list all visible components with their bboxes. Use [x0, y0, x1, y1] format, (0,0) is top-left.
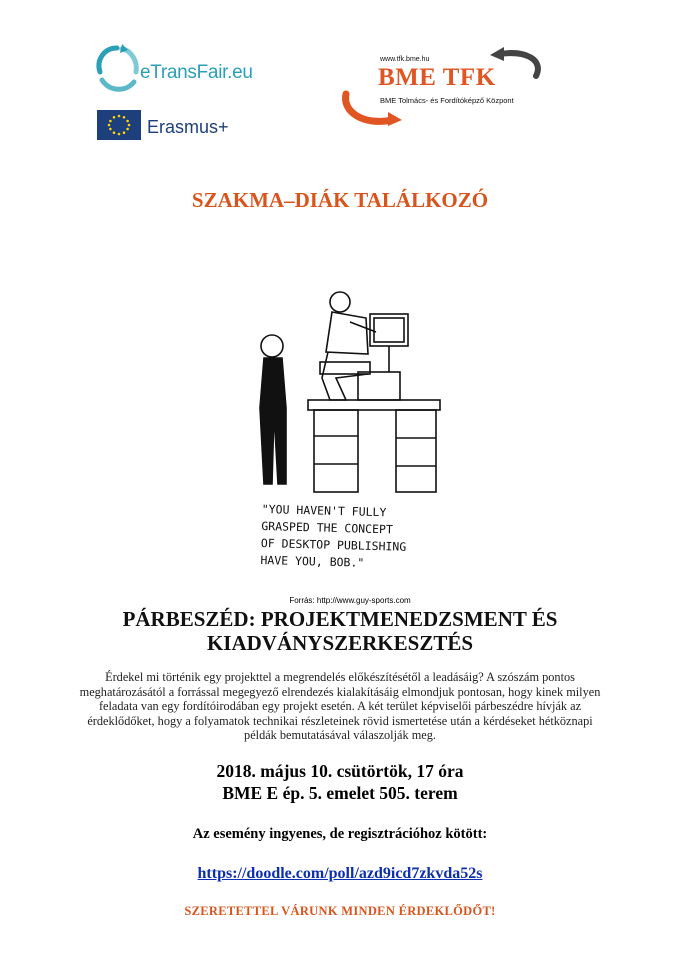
registration-note: Az esemény ingyenes, de regisztrációhoz kötött:: [192, 826, 488, 842]
bme-url: www.tfk.bme.hu: [380, 56, 430, 63]
event-date: 2018. május 10. csütörtök, 17 óra: [216, 761, 464, 781]
eu-flag-icon: [97, 110, 141, 140]
description-paragraph: [70, 670, 610, 743]
caption-line: "YOU HAVEN'T FULLY: [261, 501, 387, 520]
heading-line-1: PÁRBESZÉD: PROJEKTMENEDZSMENT ÉS: [122, 607, 558, 631]
etransfair-logo: [92, 42, 252, 98]
heading-line-2: KIADVÁNYSZERKESZTÉS: [206, 631, 474, 655]
cartoon-drawing: [250, 288, 450, 498]
closing-line: SZERETETTEL VÁRUNK MINDEN ÉRDEKLŐDŐT!: [184, 904, 496, 918]
bme-subtitle: BME Tolmács- és Fordítóképző Központ: [380, 96, 514, 105]
registration-link-wrap: [0, 865, 680, 883]
etransfair-text: eTransFair.eu: [140, 62, 253, 83]
event-details: [0, 760, 680, 804]
paragraph-line: meghatározásától a forrással megegyező elrendezés kialakításáig elmondjuk pontosan, hogy kinek milyen: [79, 684, 601, 699]
registration-link[interactable]: https://doodle.com/poll/azd9icd7zkvda52s: [197, 865, 483, 882]
paragraph-line: feladata van egy fordítóirodában egy projekt esetén. A két terület képviselői párbeszédre hívják az: [98, 699, 582, 714]
paragraph-line: példák bemutatásával válaszolják meg.: [244, 728, 436, 743]
paragraph-line: Érdekel mi történik egy projekttel a megrendelés előkészítésétől a leadásáig? A szószám pontos: [105, 670, 575, 684]
paragraph-line: érdeklődőket, hogy a folyamatok technikai részleteinek rövid ismertetése után a kérdéseket hétköznapi: [87, 713, 593, 728]
caption-line: OF DESKTOP PUBLISHING: [260, 535, 407, 554]
bme-tfk-logo: [340, 46, 550, 130]
event-location: BME E ép. 5. emelet 505. terem: [222, 783, 458, 803]
event-title: SZAKMA–DIÁK TALÁLKOZÓ: [191, 188, 489, 212]
main-heading: [0, 607, 680, 655]
cartoon-illustration: [250, 288, 450, 580]
image-source: Forrás: http://www.guy-sports.com: [289, 596, 411, 605]
erasmus-text: Erasmus+: [147, 117, 229, 137]
caption-line: HAVE YOU, BOB.": [260, 552, 365, 570]
bme-name: BME TFK: [378, 64, 496, 91]
recycle-arrows-icon: [92, 42, 142, 98]
caption-line: GRASPED THE CONCEPT: [261, 518, 394, 537]
cartoon-caption: [260, 501, 407, 573]
erasmus-logo: [97, 110, 257, 140]
